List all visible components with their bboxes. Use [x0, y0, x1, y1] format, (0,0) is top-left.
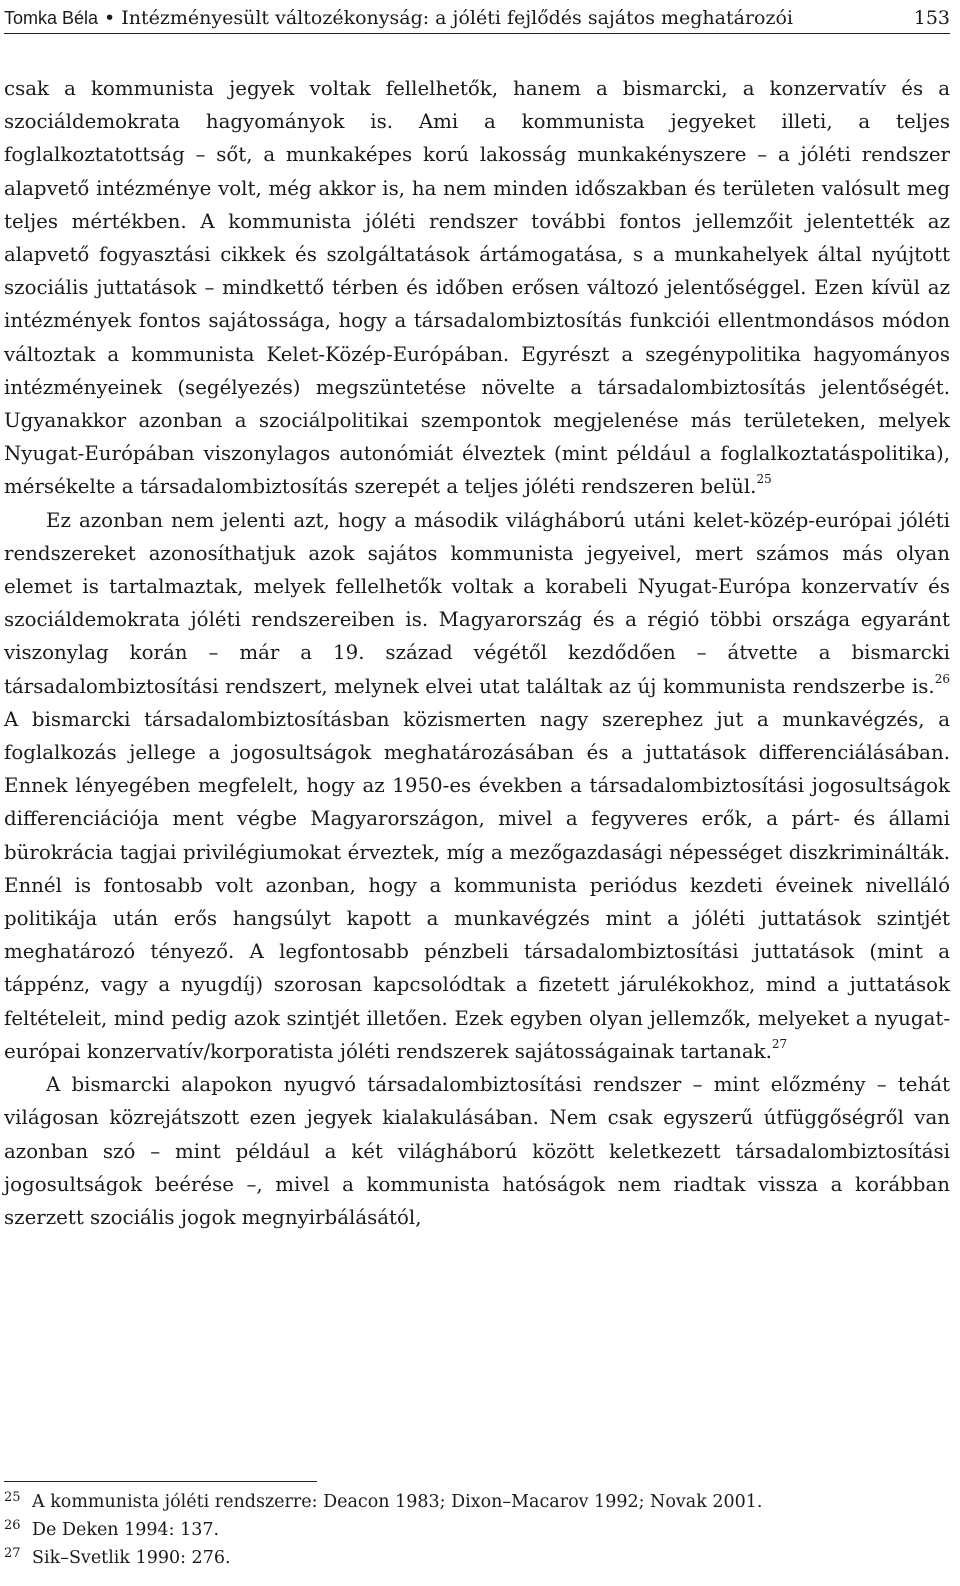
footnote-number: 27 — [4, 1546, 21, 1561]
footnote-number: 26 — [4, 1518, 21, 1533]
paragraph-text: A bismarcki társadalombiztosításban közismerten nagy szerephez jut a munkavégzés, a foglalkozás jellege a jogosultságok meghatározásában és a juttatások differenciálásában. Ennek lényegében megfelelt, hogy az 1950-es években a társadalombiztosítási jogosultságok differenciációja ment végbe Magyarországon, mivel a fegyveres erők, a párt- és állami bürokrácia tagjai privilégiumokat érveztek, míg a mezőgazdasági népességet diszkriminálták. Ennél is fontosabb volt azonban, hogy a kommunista periódus kezdeti éveinek nivelláló politikája után erős hangsúlyt kapott a munkavégzés mint a jóléti juttatások szintjét meghatározó tényező. A legfontosabb pénzbeli társadalombiztosítási juttatások (mint a táppénz, vagy a nyugdíj) szorosan kapcsolódtak a fizetett járulékokhoz, mind a juttatások feltételeit, mind pedig azok szintjét illetően. Ezek egyben olyan jellemzők, melyeket a nyugat-európai konzervatív/korporatista jóléti rendszerek sajátosságainak tartanak. — [4, 707, 950, 1063]
paragraph-text: csak a kommunista jegyek voltak fellelhetők, hanem a bismarcki, a konzervatív és a szociáldemokrata hagyományok is. Ami a kommunista jegyeket illeti, a teljes foglalkoztatottság – sőt, a munkaképes korú lakosság munkakényszere – a jóléti rendszer alapvető intézménye volt, még akkor is, ha nem minden időszakban és területen valósult meg teljes mértékben. A kommunista jóléti rendszer további fontos jellemzőit jelentették az alapvető fogyasztási cikkek és szolgáltatások ártámogatása, s a munkahelyek által nyújtott szociális juttatások – mindkettő térben és időben erősen változó jelentőséggel. Ezen kívül az intézmények fontos sajátossága, hogy a társadalombiztosítás funkciói ellentmondásos módon változtak a kommunista Kelet-Közép-Európában. Egyrészt a szegénypolitika hagyományos intézményeinek (segélyezés) megszüntetése növelte a társadalombiztosítás jelentőségét. Ugyanakkor azonban a szociálpolitikai szempontok megjelenése más területeken, melyek Nyugat-Európában viszonylagos autonómiát élveztek (mint például a foglalkoztatáspolitika), mérsékelte a társadalombiztosítás szerepét a teljes jóléti rendszeren belül. — [4, 77, 950, 499]
paragraph-text: A bismarcki alapokon nyugvó társadalombiztosítási rendszer – mint előzmény – tehát világosan közrejátszott ezen jegyek kialakulásában. Nem csak egyszerű útfüggőségről van azonban szó – mint például a két világháború között keletkezett társadalombiztosítási jogosultságok beérése –, mivel a kommunista hatóságok nem riadtak vissza a korábban szerzett szociális jogok megnyirbálásától, — [4, 1073, 950, 1229]
footnote-25 — [4, 1488, 950, 1516]
page-number: 153 — [913, 7, 950, 29]
paragraph-text: Ez azonban nem jelenti azt, hogy a második világháború utáni kelet-közép-európai jóléti rendszereket azonosíthatjuk azok sajátos kommunista jegyeivel, mert számos más olyan elemet is tartalmaztak, melyek fellelhetők voltak a korabeli Nyugat-Európa konzervatív és szociáldemokrata jóléti rendszereiben is. Magyarország és a régió többi országa egyaránt viszonylag korán – már a 19. század végétől kezdődően – átvette a bismarcki társadalombiztosítási rendszert, melynek elvei utat találtak az új kommunista rendszerbe is. — [4, 508, 950, 698]
paragraph-2 — [4, 504, 950, 1068]
header-bullet: • — [104, 7, 116, 29]
footnote-text: A kommunista jóléti rendszerre: Deacon 1983; Dixon–Macarov 1992; Novak 2001. — [32, 1492, 763, 1512]
footnote-26 — [4, 1516, 950, 1544]
body-text — [4, 72, 950, 1234]
footnote-ref-26[interactable]: 26 — [934, 671, 950, 686]
header-title: Intézményesült változékonyság: a jóléti fejlődés sajátos meghatározói — [121, 7, 793, 29]
footnote-text: Sik–Svetlik 1990: 276. — [32, 1548, 231, 1568]
paragraph-3 — [4, 1068, 950, 1234]
footnote-text: De Deken 1994: 137. — [32, 1520, 220, 1540]
running-head — [4, 7, 793, 29]
footnotes — [4, 1488, 950, 1572]
header-author: Tomka Béla — [4, 8, 99, 28]
footnote-ref-25[interactable]: 25 — [756, 472, 772, 487]
footnote-ref-27[interactable]: 27 — [771, 1036, 788, 1051]
footnote-number: 25 — [4, 1490, 21, 1505]
running-header — [4, 2, 950, 34]
footnote-27 — [4, 1544, 950, 1572]
paragraph-1 — [4, 72, 950, 504]
footnote-divider — [4, 1481, 317, 1482]
